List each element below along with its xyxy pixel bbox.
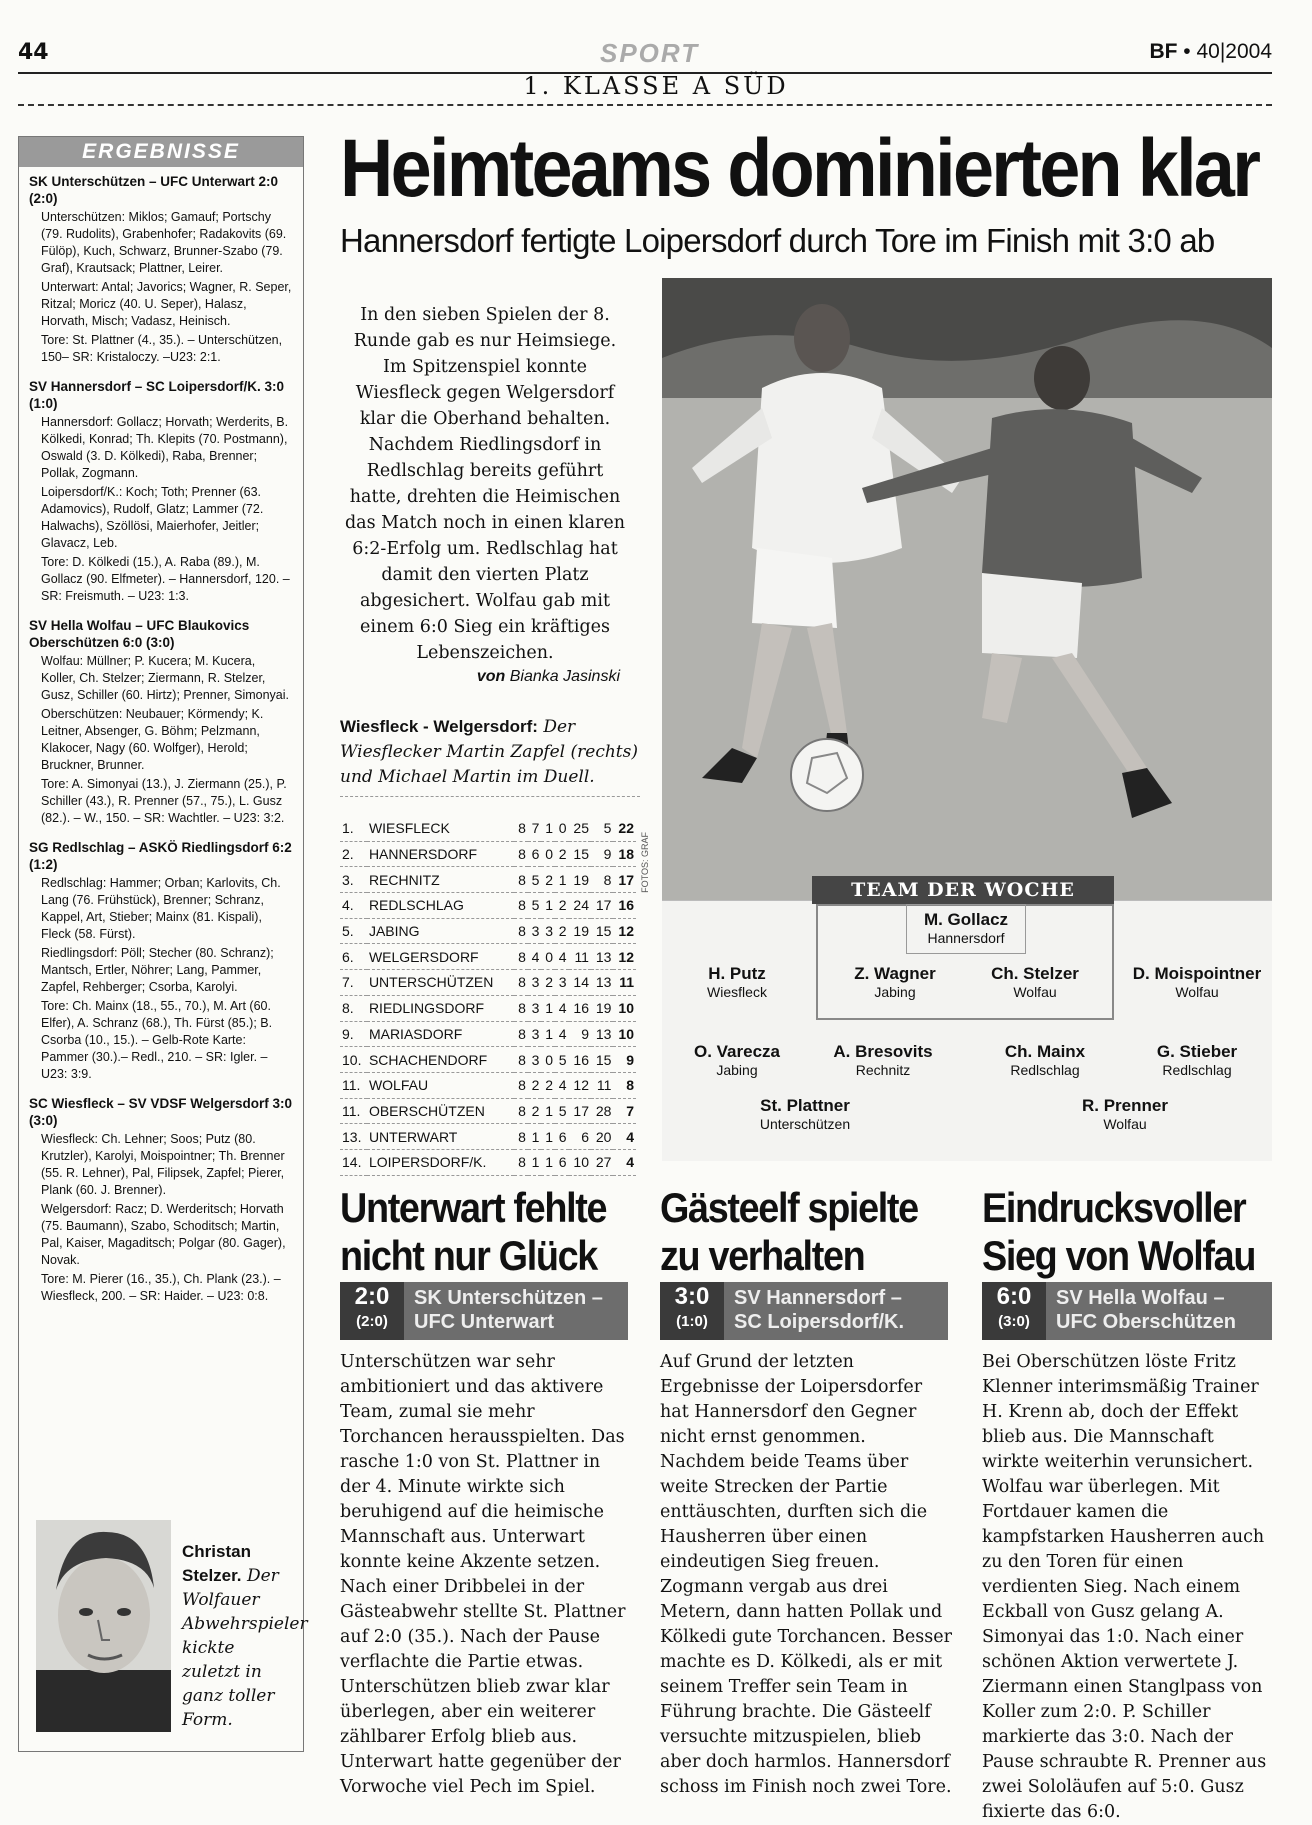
lineup-away: Loipersdorf/K.: Koch; Toth; Prenner (63. Adamovics), Rudolf, Glatz; Lammer (72. Halwachs), Szöllösi, Maierhofer, Jeitler; Glavacz, Leb. (41, 485, 264, 550)
standings-rank: 4. (340, 893, 367, 919)
standings-rank: 9. (340, 1021, 367, 1047)
player-club: Jabing (716, 1062, 758, 1078)
header-dashed-rule (18, 104, 1272, 106)
away-team: UFC Unterwart (414, 1311, 555, 1333)
portrait-text: Der Wolfauer Abwehrspieler kickte zuletzt in ganz toller Form. (182, 1566, 308, 1730)
brand-label: BF (1149, 40, 1178, 63)
headline-line: nicht nur Glück (340, 1232, 597, 1279)
home-team: SK Unterschützen – (414, 1287, 603, 1309)
standings-l: 4 (555, 1021, 569, 1047)
standings-rank: 3. (340, 867, 367, 893)
article-headline (340, 1184, 606, 1280)
player-name: A. Bresovits (833, 1042, 933, 1061)
standings-d: 1 (541, 816, 555, 841)
player-name: St. Plattner (760, 1096, 850, 1115)
article-headline (660, 1184, 918, 1280)
standings-gp: 8 (514, 893, 528, 919)
results-sidebar (18, 136, 304, 1752)
standings-rank: 2. (340, 841, 367, 867)
standings-row (340, 1047, 636, 1073)
totw-player (818, 1042, 948, 1078)
byline (340, 668, 620, 686)
byline-author: Bianka Jasinski (509, 668, 620, 685)
totw-player (1122, 964, 1272, 1000)
standings-pts: 17 (613, 867, 636, 893)
standings-w: 3 (528, 970, 542, 996)
standings-l: 6 (555, 1124, 569, 1150)
article-body: Unterschützen war sehr ambitioniert und das aktivere Team, zumal sie mehr Torchancen herausspielten. Das rasche 1:0 von St. Plattner in der 4. Minute wirkte sich beruhigend auf die heimische Mannschaft aus. Unterwart konnte keine Akzente setzen. Nach einer Dribbelei in der Gästeabwehr stellte St. Plattner auf 2:0 (35.). Nach der Pause verflachte die Partie etwas. Unterschützen blieb zwar klar überlegen, aber ein weiterer zählbarer Erfolg blieb aus. Unterwart hatte gegenüber der Vorwoche viel Pech im Spiel. (340, 1352, 626, 1797)
result-entry (19, 1089, 303, 1311)
standings-ga: 20 (591, 1124, 613, 1150)
goals-info: Tore: M. Pierer (16., 35.), Ch. Plank (23.). – Wiesfleck, 200. – SR: Haider. – U23: 0:8. (41, 1272, 281, 1303)
standings-l: 4 (555, 995, 569, 1021)
player-name: O. Varecza (693, 1042, 780, 1061)
standings-pts: 8 (613, 1072, 636, 1098)
standings-d: 0 (541, 1047, 555, 1073)
standings-ga: 5 (591, 816, 613, 841)
lineup-home: Wiesfleck: Ch. Lehner; Soos; Putz (80. Krutzler), Karolyi, Moispointner; Th. Brenner (55. R. Lehner), Pal, Filipsek, Zapfel; Pierer, Plank (60. J. Brenner). (41, 1132, 285, 1197)
standings-rank: 13. (340, 1124, 367, 1150)
byline-prefix: von (476, 668, 506, 685)
standings-rank: 7. (340, 970, 367, 996)
standings-ga: 15 (591, 1047, 613, 1073)
lineup-away: Oberschützen: Neubauer; Körmendy; K. Leitner, Absenger, G. Böhm; Pelzmann, Klakocer, Nagy (60. Wolfger), Herold; Bruckner, Brunner. (41, 707, 264, 772)
totw-player (1132, 1042, 1262, 1078)
totw-player (970, 964, 1100, 1000)
score-teams (734, 1286, 904, 1334)
standings-gp: 8 (514, 970, 528, 996)
totw-player (1060, 1096, 1190, 1132)
standings-ga: 13 (591, 970, 613, 996)
standings-gp: 8 (514, 816, 528, 841)
standings-pts: 4 (613, 1124, 636, 1150)
standings-gp: 8 (514, 1098, 528, 1124)
score-teams (414, 1286, 603, 1334)
standings-table (340, 816, 636, 1176)
home-team: SV Hannersdorf – (734, 1287, 902, 1309)
standings-l: 0 (555, 816, 569, 841)
lineup-home: Wolfau: Müllner; P. Kucera; M. Kucera, Koller, Ch. Stelzer; Ziermann, R. Stelzer, Gusz, Schiller (60. Hirtz); Prenner, Simonyai. (41, 654, 289, 702)
standings-l: 2 (555, 841, 569, 867)
standings-row (340, 944, 636, 970)
standings-gf: 11 (569, 944, 591, 970)
standings-w: 3 (528, 1021, 542, 1047)
standings-gf: 12 (569, 1072, 591, 1098)
standings-w: 6 (528, 841, 542, 867)
halftime-score: (2:0) (356, 1313, 388, 1330)
standings-gf: 16 (569, 995, 591, 1021)
standings-gp: 8 (514, 1072, 528, 1098)
standings-gf: 15 (569, 841, 591, 867)
standings-team: UNTERSCHÜTZEN (367, 970, 514, 996)
issue-number: 40|2004 (1196, 40, 1272, 63)
standings-team: MARIASDORF (367, 1021, 514, 1047)
standings-rank: 5. (340, 918, 367, 944)
lineup-home: Hannersdorf: Gollacz; Horvath; Werderits, B. Kölkedi, Konrad; Th. Klepits (70. Postmann), Oswald (3. D. Kölkedi), Raba, Brenner; Pollak, Zogmann. (41, 415, 289, 480)
match-photo (662, 278, 1272, 900)
standings-l: 6 (555, 1149, 569, 1175)
totw-player (672, 964, 802, 1000)
final-score: 3:0 (674, 1283, 710, 1310)
standings-row (340, 841, 636, 867)
score-teams (1056, 1286, 1236, 1334)
totw-player (906, 910, 1026, 946)
player-name: Z. Wagner (854, 964, 936, 983)
standings-gp: 8 (514, 1021, 528, 1047)
result-entry (19, 167, 303, 372)
standings-d: 1 (541, 1124, 555, 1150)
headline-line: Gästeelf spielte (660, 1184, 918, 1231)
standings-gf: 9 (569, 1021, 591, 1047)
standings-ga: 15 (591, 918, 613, 944)
lineup-home: Unterschützen: Miklos; Gamauf; Portschy (79. Rudolits), Grabenhofer; Radakovits (69. Fülöp), Kuch, Schwarz, Brunner-Szabo (79. Graf), Krautsack; Plattner, Leirer. (41, 210, 287, 275)
intro-text: In den sieben Spielen der 8. Runde gab es nur Heimsiege. Im Spitzenspiel konnte Wiesfleck gegen Welgersdorf klar die Oberhand behalten. Nachdem Riedlingsdorf in Redlschlag bereits geführt hatte, drehten die Heimischen das Match noch in einen klaren 6:2-Erfolg um. Redlschlag hat damit den vierten Platz abgesichert. Wolfau gab mit einem 6:0 Sieg ein kräftiges Lebenszeichen. (344, 305, 626, 663)
standings-rank: 11. (340, 1098, 367, 1124)
standings-row (340, 1098, 636, 1124)
headline-line: zu verhalten (660, 1232, 865, 1279)
headline-line: Eindrucksvoller (982, 1184, 1246, 1231)
standings-ga: 11 (591, 1072, 613, 1098)
player-name: G. Stieber (1156, 1042, 1238, 1061)
standings-rank: 8. (340, 995, 367, 1021)
standings-rank: 14. (340, 1149, 367, 1175)
result-entry (19, 372, 303, 611)
score-bar (660, 1282, 948, 1340)
standings-team: WELGERSDORF (367, 944, 514, 970)
standings-w: 2 (528, 1098, 542, 1124)
standings-gp: 8 (514, 995, 528, 1021)
standings-w: 7 (528, 816, 542, 841)
standings-row (340, 918, 636, 944)
standings-d: 1 (541, 1149, 555, 1175)
standings-d: 0 (541, 944, 555, 970)
standings-row (340, 816, 636, 841)
standings-team: OBERSCHÜTZEN (367, 1098, 514, 1124)
standings-l: 4 (555, 1072, 569, 1098)
result-entry (19, 833, 303, 1089)
standings-team: LOIPERSDORF/K. (367, 1149, 514, 1175)
standings-gf: 24 (569, 893, 591, 919)
standings-l: 3 (555, 970, 569, 996)
standings-w: 5 (528, 867, 542, 893)
photo-credit: FOTOS: GRAF (640, 832, 650, 893)
standings-pts: 12 (613, 918, 636, 944)
goals-info: Tore: D. Kölkedi (15.), A. Raba (89.), M. Gollacz (90. Elfmeter). – Hannersdorf, 120. – SR: Freismuth. – U23: 1:3. (41, 555, 290, 603)
standings-w: 3 (528, 1047, 542, 1073)
standings-gp: 8 (514, 841, 528, 867)
player-name: M. Gollacz (923, 910, 1009, 929)
standings-pts: 12 (613, 944, 636, 970)
standings-pts: 10 (613, 1021, 636, 1047)
goals-info: Tore: St. Plattner (4., 35.). – Unterschützen, 150– SR: Kristaloczy. –U23: 2:1. (41, 333, 283, 364)
player-club: Wolfau (1103, 1116, 1147, 1132)
totw-player (740, 1096, 870, 1132)
standings-pts: 7 (613, 1098, 636, 1124)
result-title: SK Unterschützen – UFC Unterwart 2:0 (2:0) (29, 174, 279, 206)
standings-rank: 1. (340, 816, 367, 841)
standings-d: 1 (541, 1098, 555, 1124)
totw-player (672, 1042, 802, 1078)
main-headline: Heimteams dominierten klar (340, 123, 1259, 214)
standings-w: 1 (528, 1124, 542, 1150)
goals-info: Tore: Ch. Mainx (18., 55., 70.), M. Art (60. Elfer), A. Schranz (68.), Th. Fürst (85.); B. Csorba (10., 15.). – Gelb-Rote Karte: Pammer (30.).– Redl., 210. – SR: Igler. – U23: 3:9. (41, 999, 273, 1081)
away-team: UFC Oberschützen (1056, 1311, 1237, 1333)
standings-w: 3 (528, 995, 542, 1021)
standings-pts: 9 (613, 1047, 636, 1073)
article-headline (982, 1184, 1255, 1280)
lineup-away: Unterwart: Antal; Javorics; Wagner, R. Seper, Ritzal; Moricz (40. U. Seper), Halasz, Horvath, Misch; Vadasz, Heinisch. (41, 280, 292, 328)
standings-l: 2 (555, 918, 569, 944)
article-body: Bei Oberschützen löste Fritz Klenner interimsmäßig Trainer H. Krenn ab, doch der Effekt blieb aus. Die Mannschaft wirkte weiterhin verunsichert. Wolfau war überlegen. Mit Fortdauer kamen die kampfstarken Hausherren auch zu den Toren für einen verdienten Sieg. Nach einem Eckball von Gusz gelang A. Simonyai das 1:0. Nach einer schönen Aktion verwertete J. Ziermann einen Stanglpass von Koller zum 2:0. P. Schiller markierte das 3:0. Nach der Pause schraubte R. Prenner aus zwei Sololäufen auf 5:0. Gusz fixierte das 6:0. (982, 1352, 1267, 1822)
standings-gp: 8 (514, 918, 528, 944)
standings-row (340, 1124, 636, 1150)
standings-l: 5 (555, 1098, 569, 1124)
result-title: SV Hella Wolfau – UFC Blaukovics Oberschützen 6:0 (3:0) (29, 618, 250, 650)
standings-row (340, 995, 636, 1021)
standings-gf: 19 (569, 867, 591, 893)
team-of-week-title: TEAM DER WOCHE (812, 876, 1114, 904)
standings-gp: 8 (514, 867, 528, 893)
standings-d: 1 (541, 893, 555, 919)
standings-team: HANNERSDORF (367, 841, 514, 867)
score-bar (340, 1282, 628, 1340)
player-name: R. Prenner (1082, 1096, 1168, 1115)
player-club: Wiesfleck (707, 984, 767, 1000)
standings-rank: 11. (340, 1072, 367, 1098)
standings-d: 2 (541, 1072, 555, 1098)
player-club: Redlschlag (1010, 1062, 1080, 1078)
standings-d: 1 (541, 1021, 555, 1047)
standings-gf: 10 (569, 1149, 591, 1175)
standings-pts: 11 (613, 970, 636, 996)
final-score: 6:0 (996, 1283, 1032, 1310)
standings-ga: 9 (591, 841, 613, 867)
standings-team: RECHNITZ (367, 867, 514, 893)
player-name: Ch. Mainx (1004, 1042, 1086, 1061)
lineup-away: Welgersdorf: Racz; D. Werderitsch; Horvath (75. Baumann), Szabo, Schoditsch; Martin, Pal, Kaiser, Magaditsch; Polgar (80. Gager), Novak. (41, 1202, 286, 1267)
player-club: Redlschlag (1162, 1062, 1232, 1078)
standings-ga: 13 (591, 1021, 613, 1047)
headline-line: Unterwart fehlte (340, 1184, 607, 1231)
standings-row (340, 1149, 636, 1175)
standings-gf: 17 (569, 1098, 591, 1124)
standings-gp: 8 (514, 944, 528, 970)
caption-text: Der Wiesflecker Martin Zapfel (rechts) und Michael Martin im Duell. (340, 717, 638, 787)
standings-l: 1 (555, 867, 569, 893)
standings-gp: 8 (514, 1124, 528, 1150)
result-entry (19, 611, 303, 833)
standings-w: 1 (528, 1149, 542, 1175)
standings-d: 1 (541, 995, 555, 1021)
goals-info: Tore: A. Simonyai (13.), J. Ziermann (25.), P. Schiller (43.), R. Prenner (57., 75.), L. Gusz (82.). – W., 150. – SR: Wachtler. – U23: 3:2. (41, 777, 287, 825)
standings-d: 2 (541, 970, 555, 996)
result-title: SG Redlschlag – ASKÖ Riedlingsdorf 6:2 (1:2) (29, 840, 292, 872)
standings-gp: 8 (514, 1149, 528, 1175)
portrait-caption (182, 1540, 308, 1732)
standings-row (340, 893, 636, 919)
standings-w: 3 (528, 918, 542, 944)
standings-pts: 16 (613, 893, 636, 919)
player-name: H. Putz (708, 964, 766, 983)
halftime-score: (1:0) (676, 1313, 708, 1330)
player-club: Wolfau (1013, 984, 1057, 1000)
player-club: Wolfau (1175, 984, 1219, 1000)
standings-ga: 19 (591, 995, 613, 1021)
article-body: Auf Grund der letzten Ergebnisse der Loipersdorfer hat Hannersdorf den Gegner nicht ernst genommen. Nachdem beide Teams über weite Strecken der Partie enttäuschten, durften sich die Hausherren über einen eindeutigen Sieg freuen. Zogmann vergab aus drei Metern, dann hatten Pollak und Kölkedi gute Torchancen. Besser machte es D. Kölkedi, als er mit seinem Treffer sein Team in Führung brachte. Die Gästeelf versuchte mitzuspielen, blieb aber doch harmlos. Hannersdorf schoss im Finish noch zwei Tore. (660, 1352, 952, 1797)
score-bar (982, 1282, 1272, 1340)
standings-gf: 25 (569, 816, 591, 841)
player-club: Hannersdorf (927, 930, 1005, 946)
standings-d: 2 (541, 867, 555, 893)
standings-team: SCHACHENDORF (367, 1047, 514, 1073)
standings-row (340, 1021, 636, 1047)
results-title: ERGEBNISSE (19, 137, 303, 167)
standings-team: REDLSCHLAG (367, 893, 514, 919)
halftime-score: (3:0) (998, 1313, 1030, 1330)
standings-w: 5 (528, 893, 542, 919)
headline-line: Sieg von Wolfau (982, 1232, 1256, 1279)
totw-player (830, 964, 960, 1000)
player-name: D. Moispointner (1132, 964, 1262, 983)
issue-info: BF • 40|2004 (1149, 40, 1272, 63)
home-team: SV Hella Wolfau – (1056, 1287, 1225, 1309)
page-number: 44 (18, 40, 49, 65)
standings-team: WIESFLECK (367, 816, 514, 841)
standings-gf: 19 (569, 918, 591, 944)
standings-w: 2 (528, 1072, 542, 1098)
totw-player (980, 1042, 1110, 1078)
standings-d: 0 (541, 841, 555, 867)
standings-ga: 17 (591, 893, 613, 919)
standings-rank: 10. (340, 1047, 367, 1073)
player-club: Unterschützen (759, 1116, 851, 1132)
section-label: SPORT (600, 38, 700, 68)
standings-gp: 8 (514, 1047, 528, 1073)
standings-ga: 27 (591, 1149, 613, 1175)
standings-ga: 28 (591, 1098, 613, 1124)
lineup-away: Riedlingsdorf: Pöll; Stecher (80. Schranz); Mantsch, Ertler, Nöhrer; Lang, Pammer, Zapfel, Rehberger; Csorba, Karolyi. (41, 946, 274, 994)
score-box (340, 1282, 404, 1340)
standings-l: 5 (555, 1047, 569, 1073)
player-club: Jabing (874, 984, 916, 1000)
caption-title: Wiesfleck - Welgersdorf: (340, 717, 538, 736)
result-title: SC Wiesfleck – SV VDSF Welgersdorf 3:0 (3:0) (29, 1096, 292, 1128)
away-team: SC Loipersdorf/K. (734, 1311, 905, 1333)
standings-ga: 8 (591, 867, 613, 893)
standings-rank: 6. (340, 944, 367, 970)
result-title: SV Hannersdorf – SC Loipersdorf/K. 3:0 (1:0) (29, 379, 285, 411)
standings-d: 3 (541, 918, 555, 944)
standings-team: WOLFAU (367, 1072, 514, 1098)
standings-w: 4 (528, 944, 542, 970)
standings-gf: 16 (569, 1047, 591, 1073)
player-portrait (36, 1520, 171, 1732)
main-subheadline: Hannersdorf fertigte Loipersdorf durch Tore im Finish mit 3:0 ab (340, 222, 1215, 259)
final-score: 2:0 (354, 1283, 390, 1310)
standings-row (340, 970, 636, 996)
photo-caption (340, 714, 640, 797)
standings-team: JABING (367, 918, 514, 944)
standings-row (340, 1072, 636, 1098)
standings-team: RIEDLINGSDORF (367, 995, 514, 1021)
player-club: Rechnitz (855, 1062, 911, 1078)
standings-pts: 4 (613, 1149, 636, 1175)
score-box (660, 1282, 724, 1340)
standings-pts: 18 (613, 841, 636, 867)
player-name: Ch. Stelzer (991, 964, 1079, 983)
standings-pts: 22 (613, 816, 636, 841)
league-title: 1. KLASSE A SÜD (523, 72, 789, 100)
lineup-home: Redlschlag: Hammer; Orban; Karlovits, Ch. Lang (76. Frühstück), Brenner; Schranz, Kappel, Art, Stieber; Mainx (81. Kispali), Fleck (58. Fürst). (41, 876, 281, 941)
standings-ga: 13 (591, 944, 613, 970)
standings-gf: 6 (569, 1124, 591, 1150)
standings-pts: 10 (613, 995, 636, 1021)
standings-l: 4 (555, 944, 569, 970)
score-box (982, 1282, 1046, 1340)
standings-gf: 14 (569, 970, 591, 996)
standings-row (340, 867, 636, 893)
standings-l: 2 (555, 893, 569, 919)
standings-team: UNTERWART (367, 1124, 514, 1150)
portrait-name: Christan Stelzer. (182, 1542, 251, 1585)
